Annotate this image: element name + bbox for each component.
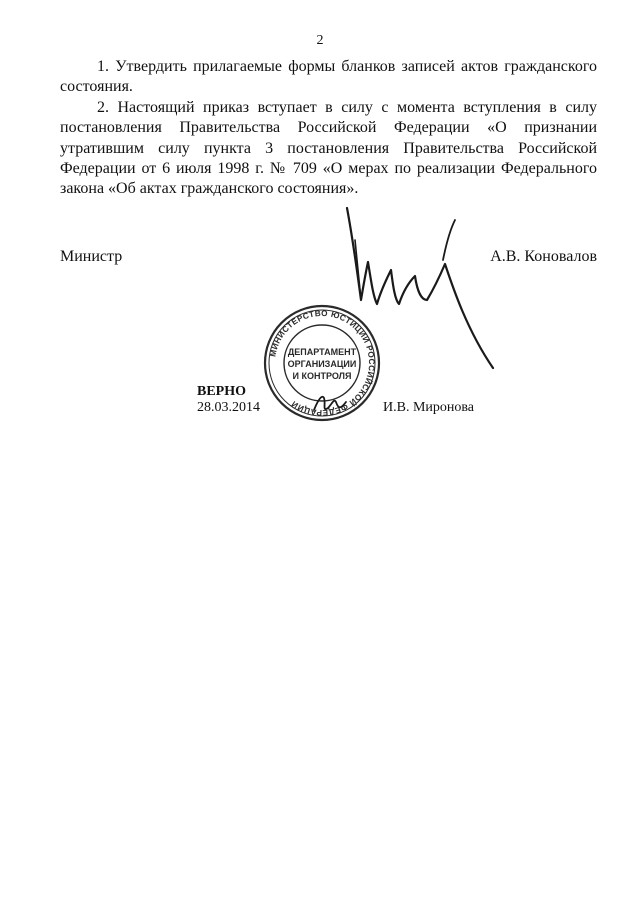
signatory-position: Министр	[60, 248, 123, 265]
page-number: 2	[316, 33, 324, 48]
paragraph-1: 1. Утвердить прилагаемые формы бланков записей актов гражданского состояния.	[60, 58, 597, 96]
signatory-name: А.В. Коновалов	[490, 248, 597, 265]
seal-center-line-3: И КОНТРОЛЯ	[292, 371, 352, 381]
seal-ring-text: МИНИСТЕРСТВО ЮСТИЦИИ РОССИЙСКОЙ ФЕДЕРАЦИИ	[268, 308, 377, 418]
seal-center-line-1: ДЕПАРТАМЕНТ	[287, 347, 357, 357]
certification-date: 28.03.2014	[197, 400, 260, 415]
certifier-signature	[310, 388, 350, 418]
seal-center-line-2: ОРГАНИЗАЦИИ	[287, 359, 357, 369]
paragraph-2: 2. Настоящий приказ вступает в силу с момента вступления в силу постановления Правительства Российской Федерации «О признании утратившим силу пункта 3 постановления Правительства Российской Федерации от 6 июля 1998 г. № 709 «О мерах по реализации Федерального закона «Об актах гражданского состояния».	[60, 98, 597, 198]
body-text	[60, 57, 597, 200]
certification-label: ВЕРНО	[197, 384, 247, 399]
certifier-name: И.В. Миронова	[383, 400, 475, 415]
